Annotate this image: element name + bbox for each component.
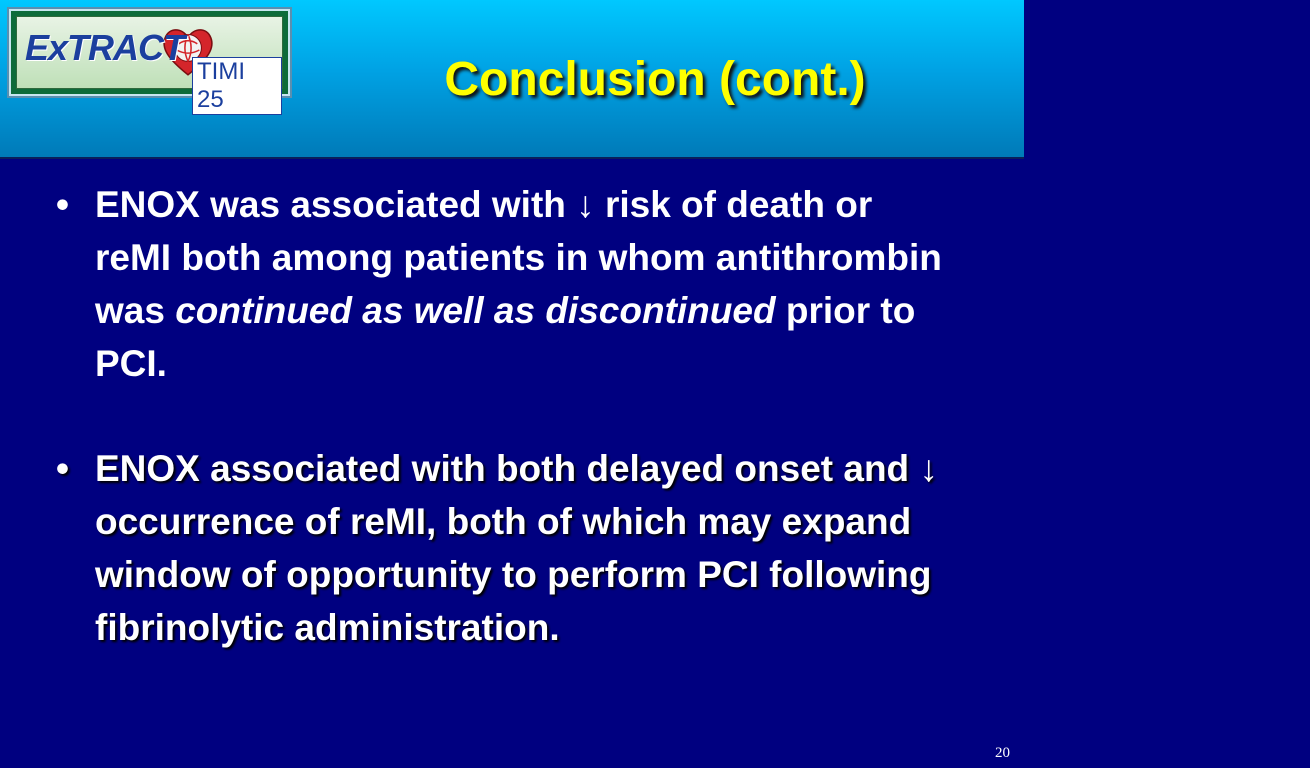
slide-title: Conclusion (cont.) <box>444 53 866 106</box>
bullet-marker: • <box>56 448 69 489</box>
bullet-emphasis: continued as well as discontinued <box>175 290 776 331</box>
bullet-text: ENOX was associated with ↓ risk of death or reMI both among patients in whom antithrombin was <box>95 184 942 331</box>
bullet-marker: • <box>56 184 69 225</box>
slide-header <box>0 0 1024 159</box>
bullet-text-end: prior to PCI. <box>95 290 916 384</box>
bullet-list <box>56 178 956 654</box>
bullet-item <box>56 442 956 654</box>
logo-wordmark: ExTRACT <box>25 27 185 68</box>
bullet-text: ENOX associated with both delayed onset and ↓ occurrence of reMI, both of which may expand window of opportunity to perform PCI following fibrinolytic administration. <box>95 448 938 648</box>
bullet-item <box>56 178 956 390</box>
logo-subtitle: TIMI 25 <box>192 57 282 115</box>
page-number: 20 <box>995 745 1010 761</box>
